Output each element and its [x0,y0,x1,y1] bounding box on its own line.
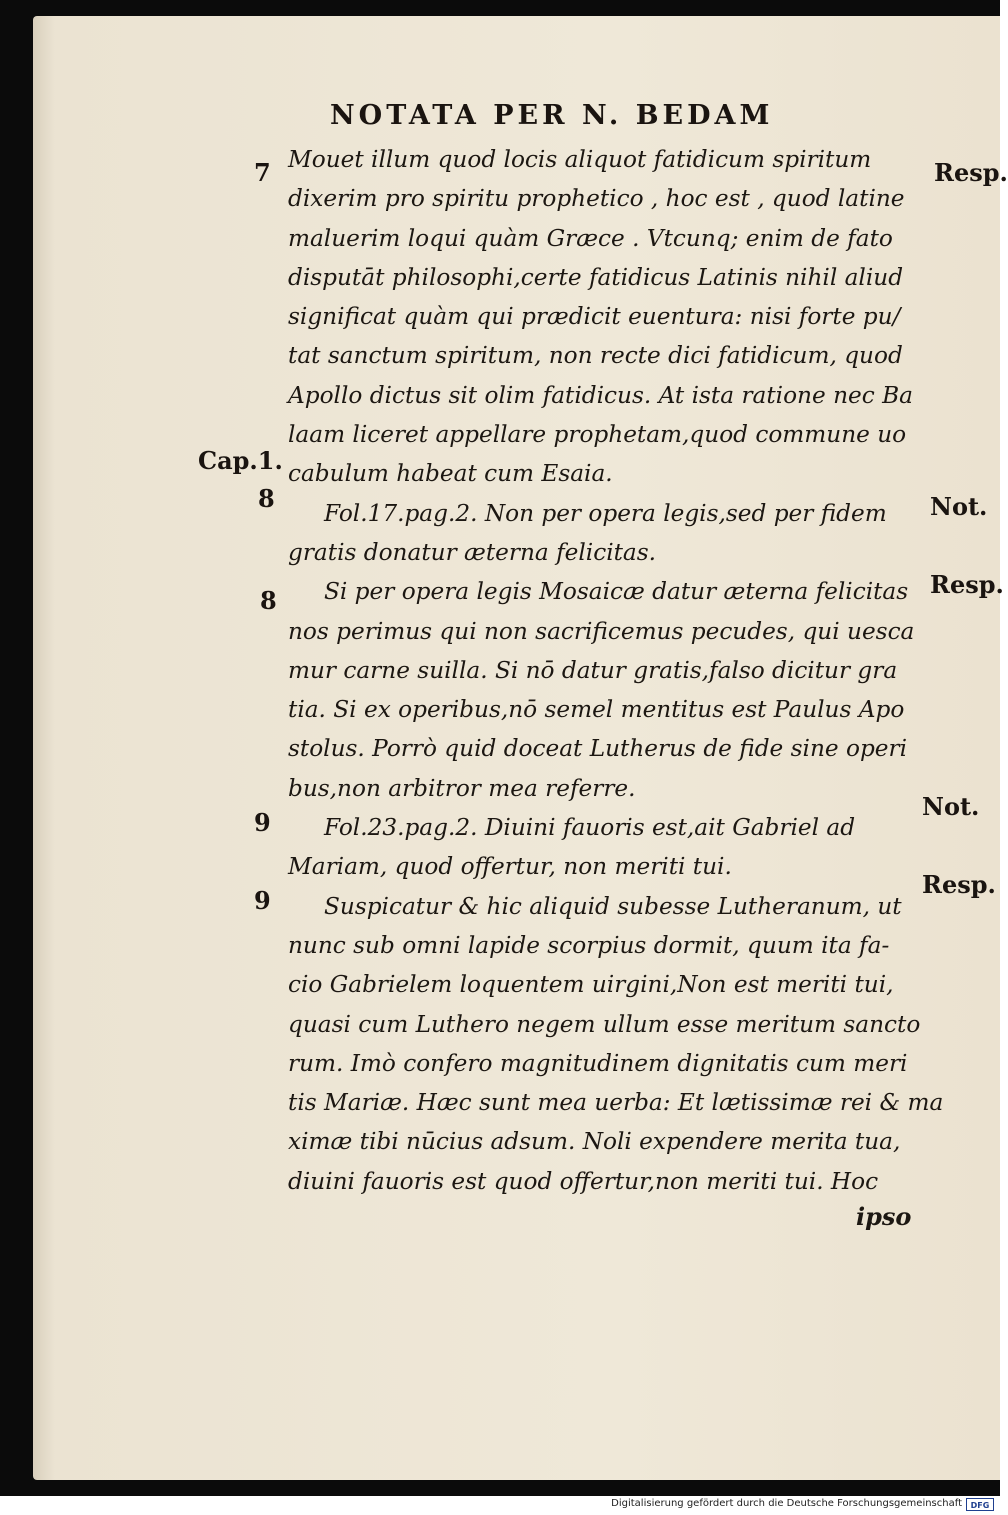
text-line: nos perimus qui non sacrificemus pecudes, qui uesca [288,617,915,645]
text-line: mur carne suilla. Si nō datur gratis,falso dicitur gra [288,656,898,684]
text-line: Si per opera legis Mosaicæ datur æterna felicitas [324,578,909,606]
margin-number: 8 [258,484,275,513]
margin-response-note: Resp. [934,158,1008,187]
margin-number: 9 [254,886,271,915]
text-line: disputāt philosophi,certe fatidicus Latinis nihil aliud [288,263,904,291]
text-line: tat sanctum spiritum, non recte dici fatidicum, quod [288,342,903,370]
text-line: maluerim loqui quàm Græce . Vtcunq; enim de fato [288,224,893,252]
text-line: Fol.23.pag.2. Diuini fauoris est,ait Gabriel ad [324,814,856,842]
margin-note-label: Not. [930,492,988,521]
margin-number: 9 [254,808,271,837]
text-line: Mariam, quod offertur, non meriti tui. [288,853,732,881]
text-line: diuini fauoris est quod offertur,non meriti tui. Hoc [288,1167,879,1195]
text-line: Suspicatur & hic aliquid subesse Lutheranum, ut [324,892,902,920]
running-title: NOTATA PER N. BEDAM [330,100,774,131]
catchword: ipso [856,1202,912,1231]
text-line: significat quàm qui prædicit euentura: nisi forte pu/ [288,303,901,331]
margin-number: 8 [260,586,277,615]
text-line: stolus. Porrò quid doceat Lutherus de fide sine operi [288,735,908,763]
text-line: Fol.17.pag.2. Non per opera legis,sed per fidem [324,499,887,527]
text-line: Apollo dictus sit olim fatidicus. At ista ratione nec Ba [288,381,913,409]
text-line: rum. Imò confero magnitudinem dignitatis cum meri [288,1049,908,1077]
text-line: dixerim pro spiritu prophetico , hoc est , quod latine [288,185,905,213]
funding-credit: Digitalisierung gefördert durch die Deutsche Forschungsgemeinschaft [611,1498,962,1509]
margin-response-note: Resp. [930,570,1004,599]
text-line: tis Mariæ. Hæc sunt mea uerba: Et lætissimæ rei & ma [288,1089,944,1117]
footer-bar [0,1496,1000,1515]
margin-number: 7 [254,158,271,187]
text-line: Mouet illum quod locis aliquot fatidicum spiritum [288,146,872,173]
text-line: cabulum habeat cum Esaia. [288,460,613,488]
text-line: bus,non arbitror mea referre. [288,774,636,802]
text-line: quasi cum Luthero negem ullum esse meritum sancto [288,1010,921,1038]
dfg-logo: DFG [966,1498,994,1511]
text-line: ximæ tibi nūcius adsum. Noli expendere merita tua, [288,1128,901,1156]
body-text [288,140,944,1201]
margin-chapter-note: Cap.1. [198,446,283,475]
text-line: tia. Si ex operibus,nō semel mentitus est Paulus Apo [288,696,905,724]
text-line: laam liceret appellare prophetam,quod commune uo [288,421,907,449]
text-line: cio Gabrielem loquentem uirgini,Non est meriti tui, [288,971,894,999]
margin-response-note: Resp. [922,870,996,899]
text-line: nunc sub omni lapide scorpius dormit, quum ita fa- [288,931,890,959]
text-line: gratis donatur æterna felicitas. [288,538,657,566]
margin-note-label: Not. [922,792,980,821]
